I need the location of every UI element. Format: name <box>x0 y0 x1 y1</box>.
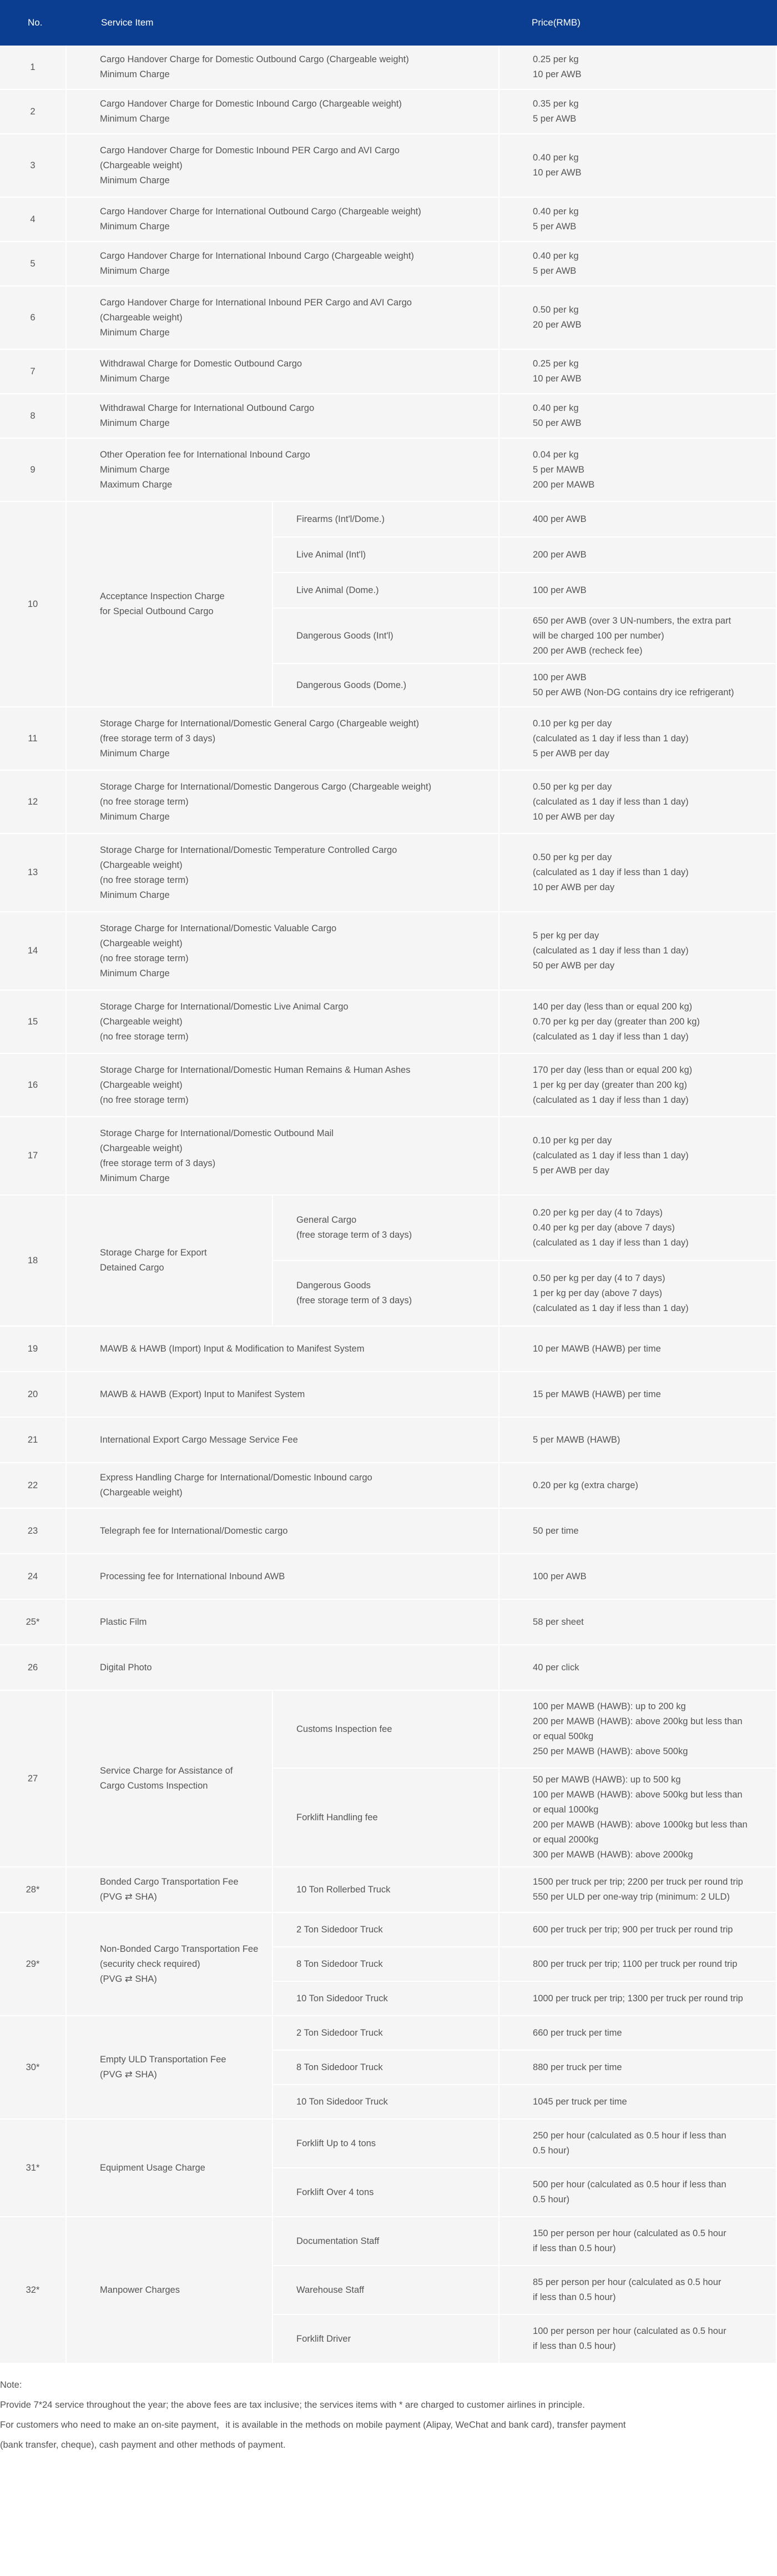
service-item-line: Cargo Customs Inspection <box>100 1781 208 1791</box>
service-item-line: (Chargeable weight) <box>100 312 183 323</box>
row-number: 15 <box>27 1016 38 1027</box>
service-item-line: Storage Charge for International/Domestic General Cargo (Chargeable weight) <box>100 718 420 729</box>
price-line: (calculated as 1 day if less than 1 day) <box>533 946 689 956</box>
price-line: if less than 0.5 hour) <box>533 2341 616 2351</box>
price-line: (calculated as 1 day if less than 1 day) <box>533 1303 689 1313</box>
sub-item-line: Customs Inspection fee <box>296 1724 392 1734</box>
price-line: (calculated as 1 day if less than 1 day) <box>533 1094 689 1105</box>
price-line: 250 per MAWB (HAWB): above 500kg <box>533 1746 688 1756</box>
price-line: 0.50 per kg per day <box>533 781 612 792</box>
service-item-line: MAWB & HAWB (Import) Input & Modification to Manifest System <box>100 1343 365 1354</box>
row-number: 6 <box>30 312 36 323</box>
price-line: if less than 0.5 hour) <box>533 2292 616 2302</box>
price-line: 600 per truck per trip; 900 per truck per round trip <box>533 1924 733 1935</box>
service-item-line: Express Handling Charge for International/Domestic Inbound cargo <box>100 1473 372 1483</box>
row-number: 26 <box>27 1662 38 1673</box>
price-line: 0.50 per kg <box>533 305 579 315</box>
table-row <box>0 771 777 834</box>
service-item-line: for Special Outbound Cargo <box>100 606 214 616</box>
service-item-line: Minimum Charge <box>100 968 170 978</box>
table-row <box>0 1600 777 1645</box>
service-item-line: Minimum Charge <box>100 222 170 232</box>
table-row <box>0 1418 777 1463</box>
service-item-line: Storage Charge for Export <box>100 1248 207 1258</box>
table-row <box>0 350 777 394</box>
service-item-line: Processing fee for International Inbound AWB <box>100 1571 285 1581</box>
price-line: 10 per AWB <box>533 69 582 79</box>
price-line: or equal 2000kg <box>533 1835 599 1845</box>
service-item-line: Empty ULD Transportation Fee <box>100 2055 226 2065</box>
table-row <box>0 1554 777 1600</box>
sub-item-line: Live Animal (Int'l) <box>296 549 366 560</box>
sub-item-line: 2 Ton Sidedoor Truck <box>296 1924 383 1935</box>
service-item-line: Storage Charge for International/Domestic Live Animal Cargo <box>100 1001 349 1012</box>
service-item-line: (Chargeable weight) <box>100 1488 183 1498</box>
price-line: 0.40 per kg <box>533 153 579 163</box>
service-item-line: (no free storage term) <box>100 875 189 885</box>
table-row <box>0 46 777 90</box>
price-line: 200 per MAWB <box>533 479 595 490</box>
price-line: 100 per AWB <box>533 1571 587 1581</box>
service-item-line: Minimum Charge <box>100 464 170 475</box>
price-line: 20 per AWB <box>533 320 582 330</box>
service-item-line: (no free storage term) <box>100 1094 189 1105</box>
price-line: 1000 per truck per trip; 1300 per truck per round trip <box>533 1993 743 2003</box>
service-item-line: (PVG ⇄ SHA) <box>100 1974 157 1984</box>
price-line: 85 per person per hour (calculated as 0.5 hour <box>533 2277 722 2287</box>
price-line: 300 per MAWB (HAWB): above 2000kg <box>533 1850 693 1860</box>
price-line: 0.20 per kg (extra charge) <box>533 1480 638 1490</box>
row-number: 11 <box>28 733 38 744</box>
price-line: 100 per AWB <box>533 585 587 595</box>
row-number: 13 <box>27 867 38 877</box>
service-item-line: International Export Cargo Message Service Fee <box>100 1434 298 1445</box>
price-line: 0.25 per kg <box>533 54 579 64</box>
sub-item-line: Warehouse Staff <box>296 2284 364 2295</box>
service-item-line: (Chargeable weight) <box>100 938 183 948</box>
note-line: (bank transfer, cheque), cash payment and other methods of payment. <box>0 2440 286 2450</box>
service-item-line: Withdrawal Charge for Domestic Outbound Cargo <box>100 359 302 369</box>
row-number: 27 <box>27 1773 38 1784</box>
price-line: 15 per MAWB (HAWB) per time <box>533 1389 661 1399</box>
table-row <box>0 502 777 538</box>
table-row <box>0 1196 777 1261</box>
service-item-line: Plastic Film <box>100 1616 147 1627</box>
row-number: 4 <box>30 214 36 224</box>
row-number: 2 <box>30 106 36 117</box>
service-item-line: (security check required) <box>100 1959 200 1969</box>
service-item-line: Service Charge for Assistance of <box>100 1766 233 1776</box>
table-row <box>0 287 777 350</box>
service-item-line: Other Operation fee for International Inbound Cargo <box>100 449 310 460</box>
sub-item-line: 10 Ton Rollerbed Truck <box>296 1884 391 1895</box>
note-section <box>0 2364 777 2455</box>
row-number: 22 <box>27 1480 38 1490</box>
price-line: 5 per AWB <box>533 266 577 276</box>
sub-item-line: Dangerous Goods (Int'l) <box>296 630 393 641</box>
service-item-line: Maximum Charge <box>100 479 173 490</box>
table-row <box>0 1054 777 1117</box>
table-row <box>0 198 777 242</box>
price-line: or equal 500kg <box>533 1731 594 1741</box>
header-price: Price(RMB) <box>500 0 777 46</box>
sub-item-line: Documentation Staff <box>296 2236 380 2246</box>
service-item-line: (no free storage term) <box>100 1031 189 1042</box>
service-item-line: Minimum Charge <box>100 175 170 185</box>
row-number: 28* <box>26 1884 40 1895</box>
note-line: Provide 7*24 service throughout the year; the above fees are tax inclusive; the services items with * are charged to customer airlines in principle. <box>0 2400 585 2410</box>
price-line: 100 per AWB <box>533 672 587 682</box>
price-line: 200 per AWB <box>533 549 587 560</box>
service-item-line: (Chargeable weight) <box>100 1079 183 1090</box>
price-line: 10 per MAWB (HAWB) per time <box>533 1343 661 1354</box>
row-number: 8 <box>30 410 36 421</box>
service-item-line: Non-Bonded Cargo Transportation Fee <box>100 1944 259 1954</box>
price-line: 880 per truck per time <box>533 2062 622 2072</box>
sub-item-line: Dangerous Goods <box>296 1281 371 1290</box>
price-line: 10 per AWB per day <box>533 882 615 892</box>
row-number: 24 <box>27 1571 38 1581</box>
service-item-line: Storage Charge for International/Domestic Valuable Cargo <box>100 923 337 933</box>
price-line: 10 per AWB <box>533 168 582 178</box>
service-item-line: Detained Cargo <box>100 1263 164 1273</box>
table-row <box>0 1327 777 1372</box>
table-row <box>0 707 777 771</box>
note-title: Note: <box>0 2380 22 2390</box>
table-row <box>0 90 777 134</box>
price-line: if less than 0.5 hour) <box>533 2243 616 2253</box>
service-item-line: Cargo Handover Charge for International Inbound Cargo (Chargeable weight) <box>100 251 414 261</box>
table-row <box>0 242 777 287</box>
table-row <box>0 1691 777 1769</box>
price-line: 0.35 per kg <box>533 99 579 109</box>
row-number: 32* <box>26 2284 40 2295</box>
price-line: 100 per MAWB (HAWB): up to 200 kg <box>533 1701 686 1711</box>
service-item-line: Digital Photo <box>100 1662 152 1673</box>
price-line: 5 per MAWB <box>533 464 584 475</box>
price-line: 50 per AWB (Non-DG contains dry ice refrigerant) <box>533 687 734 697</box>
service-item-line: Minimum Charge <box>100 1173 170 1183</box>
service-item-line: Withdrawal Charge for International Outbound Cargo <box>100 403 315 413</box>
service-item-line: (Chargeable weight) <box>100 160 183 170</box>
service-item-line: Minimum Charge <box>100 418 170 428</box>
price-line: 50 per MAWB (HAWB): up to 500 kg <box>533 1775 681 1785</box>
price-line: 0.04 per kg <box>533 449 579 460</box>
table-row <box>0 1867 777 1913</box>
price-line: 5 per AWB per day <box>533 748 609 759</box>
service-item-line: (PVG ⇄ SHA) <box>100 2070 157 2080</box>
row-number: 7 <box>30 366 36 376</box>
sub-item-line: Forklift Driver <box>296 2333 351 2344</box>
sub-item-line: (free storage term of 3 days) <box>296 1295 412 1305</box>
note-line: For customers who need to make an on-site payment，it is available in the methods on mobile payment (Alipay, WeChat and bank card), transfer payment <box>0 2420 626 2430</box>
price-line: 140 per day (less than or equal 200 kg) <box>533 1001 693 1012</box>
price-line: 5 per kg per day <box>533 931 599 941</box>
sub-item-line: 8 Ton Sidedoor Truck <box>296 1959 383 1969</box>
price-line: 5 per AWB <box>533 222 577 232</box>
price-line: (calculated as 1 day if less than 1 day) <box>533 867 689 877</box>
price-line: 100 per person per hour (calculated as 0.5 hour <box>533 2326 726 2336</box>
price-line: 1 per kg per day (greater than 200 kg) <box>533 1079 687 1090</box>
row-number: 21 <box>27 1434 38 1445</box>
sub-item-line: 10 Ton Sidedoor Truck <box>296 2096 388 2107</box>
table-row <box>0 134 777 198</box>
service-item-line: Minimum Charge <box>100 327 170 338</box>
price-line: 0.25 per kg <box>533 359 579 369</box>
service-item-line: (Chargeable weight) <box>100 860 183 870</box>
table-row <box>0 1509 777 1554</box>
price-line: 0.40 per kg <box>533 251 579 261</box>
table-row <box>0 912 777 991</box>
service-item-line: Minimum Charge <box>100 890 170 900</box>
price-line: 200 per MAWB (HAWB): above 200kg but less than <box>533 1716 743 1726</box>
service-item-line: Minimum Charge <box>100 374 170 384</box>
service-item-line: (no free storage term) <box>100 796 189 807</box>
price-line: 10 per AWB <box>533 374 582 384</box>
service-item-line: MAWB & HAWB (Export) Input to Manifest System <box>100 1389 305 1399</box>
sub-item-line: Firearms (Int'l/Dome.) <box>296 514 385 524</box>
service-item-line: Cargo Handover Charge for Domestic Inbound PER Cargo and AVI Cargo <box>100 145 400 155</box>
sub-item-line: (free storage term of 3 days) <box>296 1230 412 1240</box>
table-row <box>0 1372 777 1418</box>
sub-item-line: Forklift Over 4 tons <box>296 2187 374 2197</box>
price-line: 5 per AWB per day <box>533 1166 609 1176</box>
row-number: 1 <box>30 62 36 72</box>
price-line: 40 per click <box>533 1662 579 1673</box>
service-item-line: (Chargeable weight) <box>100 1016 183 1027</box>
service-item-line: Bonded Cargo Transportation Fee <box>100 1877 239 1887</box>
service-item-line: Storage Charge for International/Domestic Temperature Controlled Cargo <box>100 845 397 855</box>
header-no: No. <box>0 0 67 46</box>
table-row <box>0 1463 777 1509</box>
service-item-line: Minimum Charge <box>100 748 170 759</box>
price-line: 0.5 hour) <box>533 2146 570 2156</box>
row-number: 14 <box>27 946 38 956</box>
table-row <box>0 991 777 1054</box>
price-line: 660 per truck per time <box>533 2027 622 2038</box>
price-line: 0.5 hour) <box>533 2195 570 2205</box>
sub-item-line: 8 Ton Sidedoor Truck <box>296 2062 383 2072</box>
service-item-line: Acceptance Inspection Charge <box>100 591 225 601</box>
row-number: 3 <box>30 160 36 170</box>
service-item-line: Minimum Charge <box>100 266 170 276</box>
service-item-line: Manpower Charges <box>100 2284 180 2295</box>
service-item-line: Minimum Charge <box>100 69 170 79</box>
price-line: 200 per AWB (recheck fee) <box>533 645 643 656</box>
price-line: 650 per AWB (over 3 UN-numbers, the extra part <box>533 615 731 626</box>
row-number: 29* <box>26 1959 40 1969</box>
service-item-line: Storage Charge for International/Domestic Outbound Mail <box>100 1128 334 1138</box>
row-number: 19 <box>27 1343 38 1354</box>
header-service-item: Service Item <box>67 0 500 46</box>
table-row <box>0 2217 777 2266</box>
price-line: 0.20 per kg per day (4 to 7days) <box>533 1207 663 1218</box>
table-header <box>0 0 777 46</box>
price-line: will be charged 100 per number) <box>533 630 664 641</box>
table-row <box>0 1117 777 1196</box>
price-line: 170 per day (less than or equal 200 kg) <box>533 1064 693 1075</box>
price-line: 1500 per truck per trip; 2200 per truck per round trip <box>533 1877 743 1887</box>
table-row <box>0 2120 777 2168</box>
row-number: 30* <box>26 2062 40 2072</box>
price-line: 58 per sheet <box>533 1616 584 1627</box>
price-line: 10 per AWB per day <box>533 811 615 822</box>
sub-item-line: 2 Ton Sidedoor Truck <box>296 2027 383 2038</box>
service-item-line: Minimum Charge <box>100 114 170 124</box>
service-item-line: Storage Charge for International/Domestic Human Remains & Human Ashes <box>100 1064 411 1075</box>
price-line: 50 per AWB <box>533 418 582 428</box>
service-item-line: (free storage term of 3 days) <box>100 733 216 744</box>
service-item-line: Cargo Handover Charge for International Outbound Cargo (Chargeable weight) <box>100 207 421 217</box>
price-line: 0.10 per kg per day <box>533 1136 612 1146</box>
service-item-line: Equipment Usage Charge <box>100 2162 205 2173</box>
row-number: 31* <box>26 2162 40 2173</box>
service-item-line: (no free storage term) <box>100 953 189 963</box>
sub-item-line: General Cargo <box>296 1215 357 1225</box>
price-line: 0.50 per kg per day <box>533 852 612 862</box>
service-item-line: Storage Charge for International/Domestic Dangerous Cargo (Chargeable weight) <box>100 781 432 792</box>
row-number: 10 <box>27 599 38 609</box>
row-number: 5 <box>30 258 36 269</box>
row-number: 12 <box>27 796 38 807</box>
price-line: 0.50 per kg per day (4 to 7 days) <box>533 1273 665 1283</box>
price-line: (calculated as 1 day if less than 1 day) <box>533 1151 689 1161</box>
price-line: 200 per MAWB (HAWB): above 1000kg but less than <box>533 1820 748 1830</box>
service-item-line: Cargo Handover Charge for Domestic Inbound Cargo (Chargeable weight) <box>100 99 402 109</box>
price-line: 550 per ULD per one-way trip (minimum: 2 ULD) <box>533 1892 730 1902</box>
service-item-line: Telegraph fee for International/Domestic cargo <box>100 1525 288 1536</box>
table-row <box>0 394 777 439</box>
price-line: (calculated as 1 day if less than 1 day) <box>533 1031 689 1042</box>
row-number: 25* <box>26 1616 40 1627</box>
price-line: 400 per AWB <box>533 514 587 524</box>
row-number: 9 <box>30 464 36 475</box>
row-number: 17 <box>27 1151 38 1161</box>
price-line: or equal 1000kg <box>533 1805 599 1815</box>
price-line: 0.40 per kg <box>533 207 579 217</box>
price-line: 800 per truck per trip; 1100 per truck per round trip <box>533 1959 738 1969</box>
service-item-line: Cargo Handover Charge for Domestic Outbound Cargo (Chargeable weight) <box>100 54 409 64</box>
service-item-line: (PVG ⇄ SHA) <box>100 1892 157 1902</box>
price-line: 0.10 per kg per day <box>533 718 612 729</box>
table-row <box>0 1913 777 1947</box>
table-row <box>0 1645 777 1691</box>
table-row <box>0 439 777 502</box>
price-line: 0.40 per kg <box>533 403 579 413</box>
sub-item-line: Forklift Up to 4 tons <box>296 2138 376 2148</box>
row-number: 20 <box>27 1389 38 1399</box>
row-number: 16 <box>27 1079 38 1090</box>
price-line: 5 per MAWB (HAWB) <box>533 1434 620 1445</box>
price-line: 50 per AWB per day <box>533 961 615 971</box>
price-line: 250 per hour (calculated as 0.5 hour if less than <box>533 2131 726 2141</box>
price-line: 150 per person per hour (calculated as 0.5 hour <box>533 2228 726 2238</box>
table-row <box>0 834 777 912</box>
sub-item-line: 10 Ton Sidedoor Truck <box>296 1993 388 2003</box>
table-row <box>0 2016 777 2051</box>
price-line: 0.70 per kg per day (greater than 200 kg) <box>533 1016 700 1027</box>
price-line: 0.40 per kg per day (above 7 days) <box>533 1222 675 1233</box>
price-line: 500 per hour (calculated as 0.5 hour if less than <box>533 2180 726 2190</box>
price-line: 50 per time <box>533 1525 579 1536</box>
price-line: (calculated as 1 day if less than 1 day) <box>533 733 689 744</box>
sub-item-line: Live Animal (Dome.) <box>296 585 379 595</box>
price-line: 100 per MAWB (HAWB): above 500kg but less than <box>533 1790 743 1800</box>
price-line: 1045 per truck per time <box>533 2096 627 2107</box>
service-item-line: Cargo Handover Charge for International Inbound PER Cargo and AVI Cargo <box>100 297 412 308</box>
row-number: 23 <box>27 1525 38 1536</box>
service-item-line: Minimum Charge <box>100 811 170 822</box>
sub-item-line: Forklift Handling fee <box>296 1812 378 1822</box>
price-line: (calculated as 1 day if less than 1 day) <box>533 1237 689 1248</box>
price-line: 5 per AWB <box>533 114 577 124</box>
price-line: 1 per kg per day (above 7 days) <box>533 1288 662 1298</box>
sub-item-line: Dangerous Goods (Dome.) <box>296 680 407 690</box>
service-item-line: (Chargeable weight) <box>100 1143 183 1153</box>
price-line: (calculated as 1 day if less than 1 day) <box>533 796 689 807</box>
row-number: 18 <box>27 1255 38 1266</box>
service-item-line: (free storage term of 3 days) <box>100 1158 216 1168</box>
